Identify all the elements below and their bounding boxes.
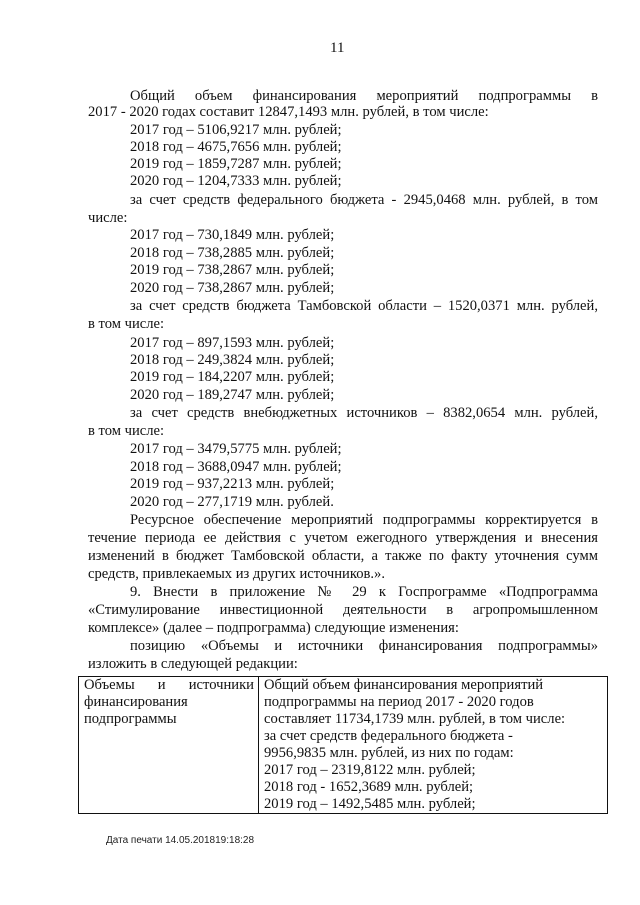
funding-table xyxy=(78,676,608,814)
table-row xyxy=(79,677,608,814)
text-line: «Стимулирование инвестиционной деятельности в агропромышленном xyxy=(88,602,598,618)
text-line: течение периода ее действия с учетом ежегодного утверждения и внесения xyxy=(88,530,598,546)
text-line: 2017 год – 5106,9217 млн. рублей; xyxy=(130,122,342,138)
cell-line: Объемы и источники xyxy=(84,677,254,693)
text-line: в том числе: xyxy=(88,423,165,439)
text-line: 2018 год – 738,2885 млн. рублей; xyxy=(130,245,335,261)
text-line: 2017 год – 730,1849 млн. рублей; xyxy=(130,227,335,243)
print-date-footer: Дата печати 14.05.201819:18:28 xyxy=(106,835,255,846)
cell-line: 2018 год - 1652,3689 млн. рублей; xyxy=(264,779,474,795)
text-line: 2018 год – 4675,7656 млн. рублей; xyxy=(130,139,342,155)
text-line: 2018 год – 3688,0947 млн. рублей; xyxy=(130,459,342,475)
text-line: 2019 год – 937,2213 млн. рублей; xyxy=(130,476,335,492)
text-line: числе: xyxy=(88,210,128,226)
cell-line: Общий объем финансирования мероприятий xyxy=(264,677,544,693)
text-line: 2020 год – 738,2867 млн. рублей; xyxy=(130,280,335,296)
text-line: 2018 год – 249,3824 млн. рублей; xyxy=(130,352,335,368)
text-line: Общий объем финансирования мероприятий подпрограммы в xyxy=(130,88,598,104)
text-line: 2019 год – 738,2867 млн. рублей; xyxy=(130,262,335,278)
text-line: позицию «Объемы и источники финансирования подпрограммы» xyxy=(130,638,598,654)
text-line: 2020 год – 277,1719 млн. рублей. xyxy=(130,494,334,510)
text-line: 2017 год – 3479,5775 млн. рублей; xyxy=(130,441,342,457)
page-number: 11 xyxy=(330,40,345,56)
cell-line: составляет 11734,1739 млн. рублей, в том числе: xyxy=(264,711,566,727)
text-line: 9. Внести в приложение № 29 к Госпрограмме «Подпрограмма xyxy=(130,584,598,600)
table-cell-label xyxy=(79,677,259,814)
cell-line: 2019 год – 1492,5485 млн. рублей; xyxy=(264,796,476,812)
cell-line: 2017 год – 2319,8122 млн. рублей; xyxy=(264,762,476,778)
cell-line: финансирования xyxy=(84,694,188,710)
text-line: в том числе: xyxy=(88,316,165,332)
text-line: изложить в следующей редакции: xyxy=(88,656,298,672)
text-line: изменений в бюджет Тамбовской области, а также по факту уточнения сумм xyxy=(88,548,598,564)
text-line: 2020 год – 1204,7333 млн. рублей; xyxy=(130,173,342,189)
text-line: за счет средств бюджета Тамбовской области – 1520,0371 млн. рублей, xyxy=(130,298,598,314)
cell-line: за счет средств федерального бюджета - xyxy=(264,728,513,744)
cell-line: подпрограммы xyxy=(84,711,177,727)
text-line: Ресурсное обеспечение мероприятий подпрограммы корректируется в xyxy=(130,512,598,528)
text-line: 2017 год – 897,1593 млн. рублей; xyxy=(130,335,335,351)
text-line: 2020 год – 189,2747 млн. рублей; xyxy=(130,387,335,403)
cell-line: подпрограммы на период 2017 - 2020 годов xyxy=(264,694,534,710)
text-line: 2017 - 2020 годах составит 12847,1493 млн. рублей, в том числе: xyxy=(88,104,489,120)
text-line: за счет средств федерального бюджета - 2945,0468 млн. рублей, в том xyxy=(130,192,598,208)
text-line: комплексе» (далее – подпрограмма) следующие изменения: xyxy=(88,620,459,636)
table-cell-value xyxy=(259,677,608,814)
cell-line: 9956,9835 млн. рублей, из них по годам: xyxy=(264,745,514,761)
text-line: 2019 год – 1859,7287 млн. рублей; xyxy=(130,156,342,172)
text-line: средств, привлекаемых из других источников.». xyxy=(88,566,385,582)
text-line: за счет средств внебюджетных источников – 8382,0654 млн. рублей, xyxy=(130,405,598,421)
text-line: 2019 год – 184,2207 млн. рублей; xyxy=(130,369,335,385)
